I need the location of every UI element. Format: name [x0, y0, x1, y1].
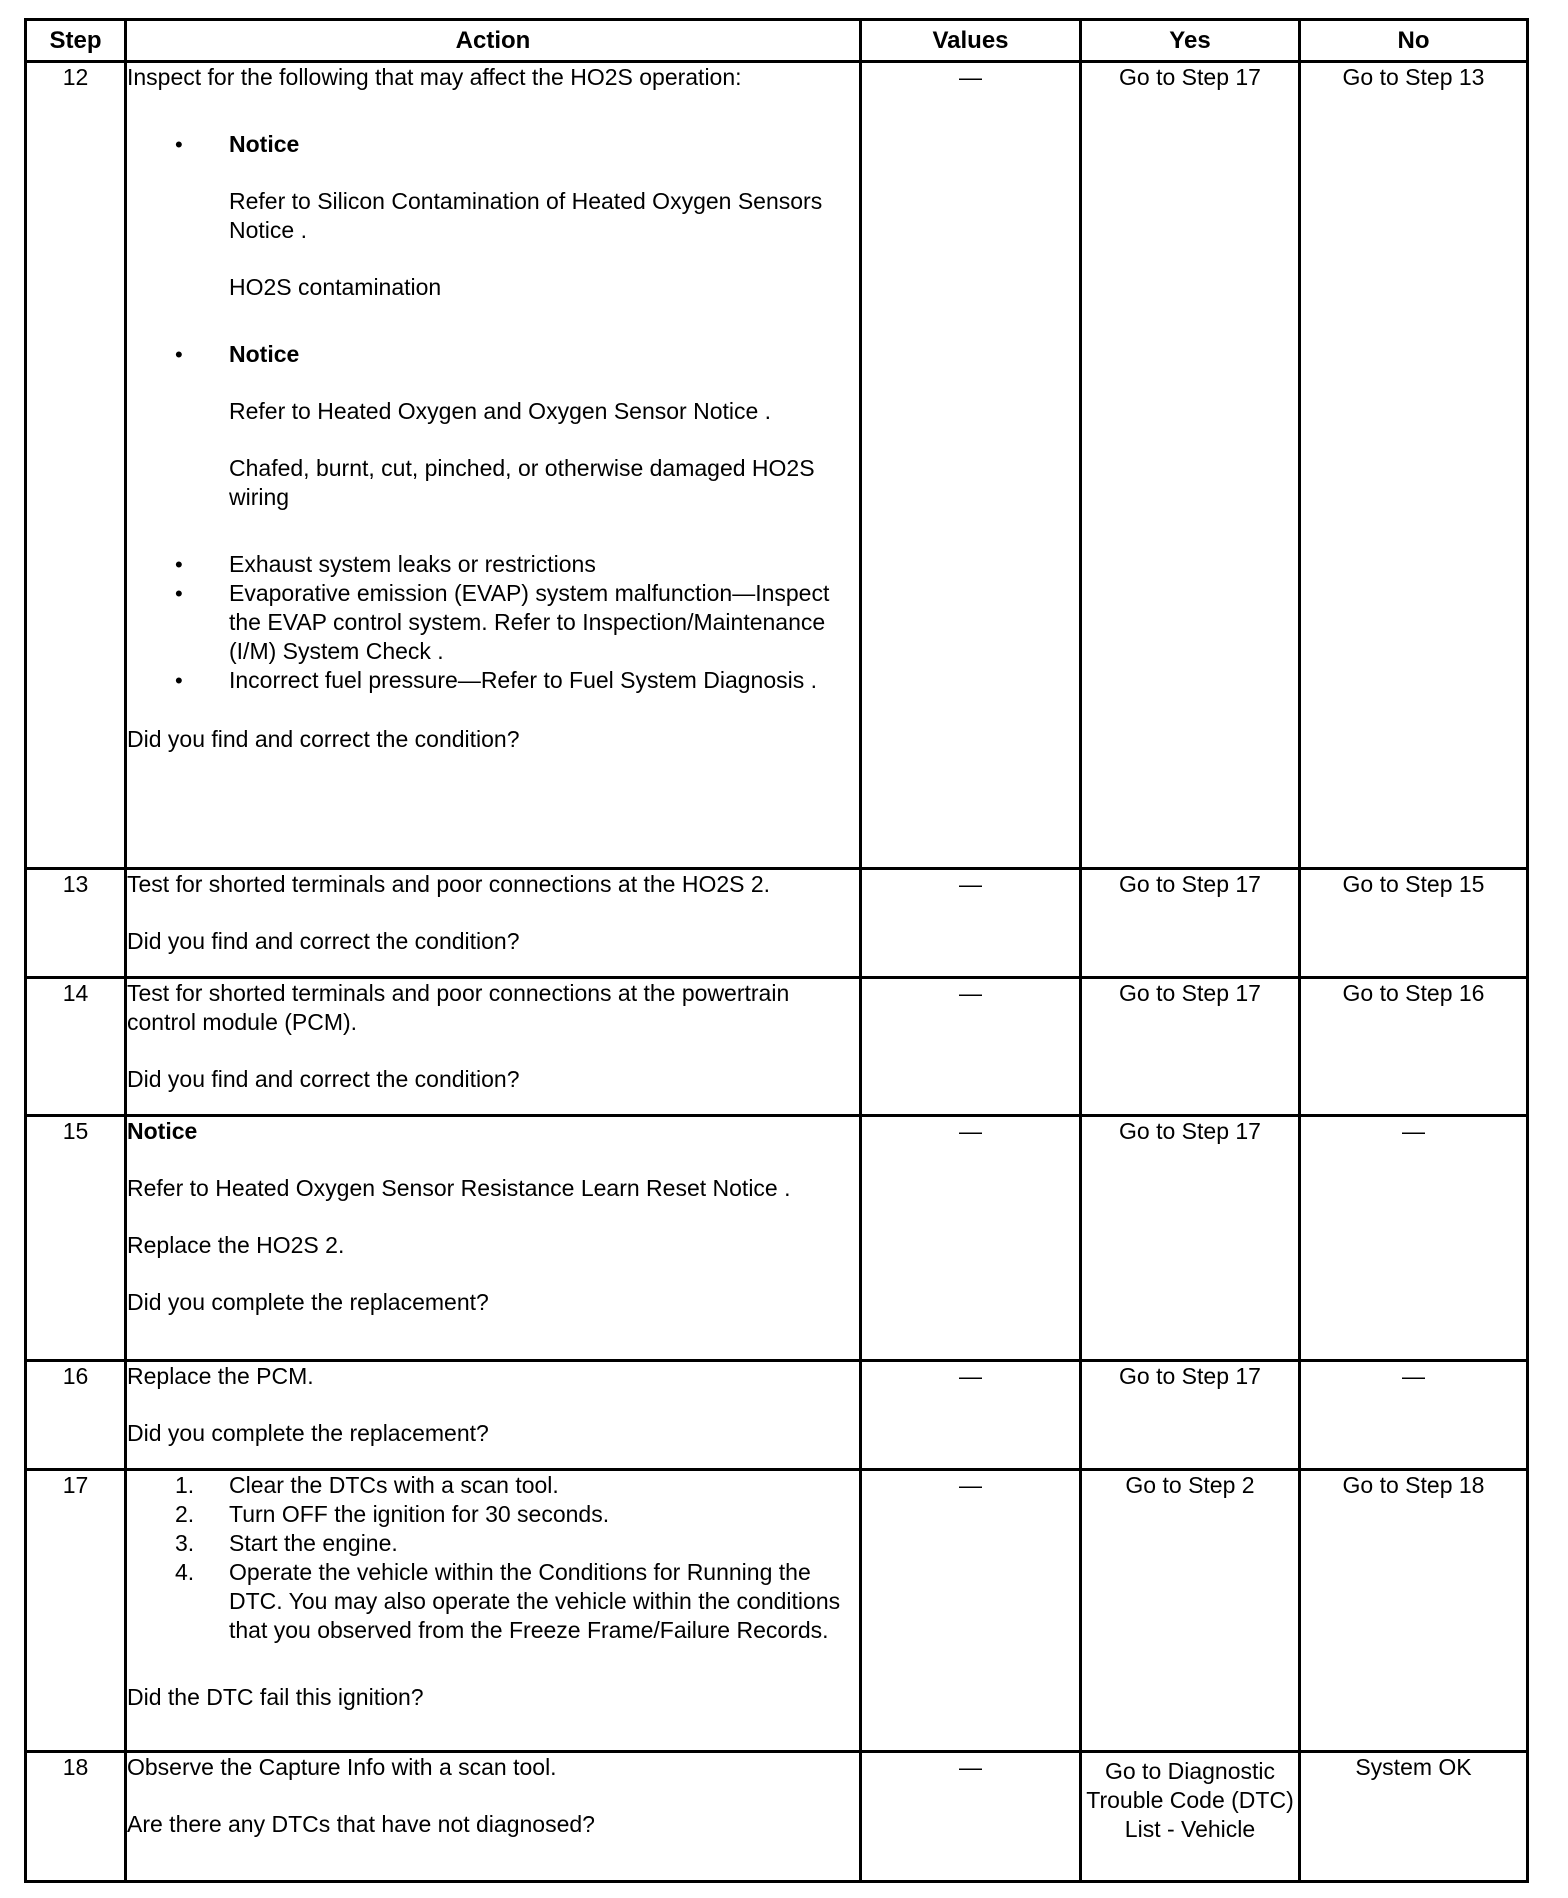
header-row [26, 20, 1528, 62]
header-action: Action [126, 20, 861, 62]
action-intro: Inspect for the following that may affect the HO2S operation: [127, 64, 742, 90]
table-row-step-14 [26, 978, 1528, 1116]
step-number: 18 [26, 1752, 126, 1882]
diagnostic-table [24, 18, 1529, 1883]
header-no: No [1300, 20, 1528, 62]
list-item [127, 1558, 859, 1645]
table-row-step-17 [26, 1470, 1528, 1752]
action-question: Did you find and correct the condition? [127, 726, 520, 752]
action-text: Replace the HO2S 2. [127, 1232, 345, 1258]
action-cell [126, 869, 861, 978]
header-yes: Yes [1081, 20, 1300, 62]
action-cell [126, 1361, 861, 1470]
notice-list-2 [127, 340, 859, 369]
notice-text: Refer to Heated Oxygen Sensor Resistance Learn Reset Notice . [127, 1175, 791, 1201]
list-item [127, 1529, 859, 1558]
step-number: 16 [26, 1361, 126, 1470]
no-cell: Go to Step 16 [1300, 978, 1528, 1116]
values-cell: — [861, 869, 1081, 978]
bullet-mark: • [175, 668, 183, 693]
list-number: 3. [175, 1530, 195, 1556]
list-item [127, 340, 859, 369]
values-cell: — [861, 1116, 1081, 1361]
list-item [127, 1471, 859, 1500]
notice-text: Refer to Silicon Contamination of Heated Oxygen Sensors Notice . [229, 188, 823, 243]
no-cell: System OK [1300, 1752, 1528, 1882]
table-row-step-15 [26, 1116, 1528, 1361]
values-cell: — [861, 978, 1081, 1116]
yes-cell: Go to Step 17 [1081, 1361, 1300, 1470]
yes-cell: Go to Step 17 [1081, 1116, 1300, 1361]
notice-item: Chafed, burnt, cut, pinched, or otherwise damaged HO2S wiring [229, 455, 815, 510]
notice-title: Notice [127, 1118, 198, 1144]
yes-cell: Go to Step 17 [1081, 978, 1300, 1116]
action-question: Did the DTC fail this ignition? [127, 1684, 424, 1710]
action-text: Test for shorted terminals and poor connections at the powertrain control module (PCM). [127, 980, 790, 1035]
action-text: Replace the PCM. [127, 1363, 314, 1389]
notice-title: Notice [229, 341, 300, 367]
list-item-text: Evaporative emission (EVAP) system malfunction—Inspect the EVAP control system. Refer to Inspection/Maintenance (I/M) System Check . [229, 580, 830, 664]
list-item-text: Exhaust system leaks or restrictions [229, 551, 596, 577]
no-cell: — [1300, 1116, 1528, 1361]
list-item [127, 1500, 859, 1529]
list-item [127, 666, 859, 695]
action-cell [126, 978, 861, 1116]
step-number: 15 [26, 1116, 126, 1361]
action-question: Did you find and correct the condition? [127, 928, 520, 954]
action-question: Did you find and correct the condition? [127, 1066, 520, 1092]
list-item-text: Turn OFF the ignition for 30 seconds. [229, 1501, 610, 1527]
step-number: 17 [26, 1470, 126, 1752]
values-cell: — [861, 1361, 1081, 1470]
bullet-mark: • [175, 552, 183, 577]
table-row-step-13 [26, 869, 1528, 978]
list-item-text: Clear the DTCs with a scan tool. [229, 1472, 559, 1498]
action-question: Did you complete the replacement? [127, 1289, 489, 1315]
step-number: 12 [26, 62, 126, 869]
action-cell [126, 1752, 861, 1882]
no-cell: Go to Step 18 [1300, 1470, 1528, 1752]
header-values: Values [861, 20, 1081, 62]
list-number: 1. [175, 1472, 195, 1498]
values-cell: — [861, 1470, 1081, 1752]
notice-title: Notice [229, 131, 300, 157]
no-cell: Go to Step 13 [1300, 62, 1528, 869]
yes-cell: Go to Step 2 [1081, 1470, 1300, 1752]
values-cell: — [861, 62, 1081, 869]
bullet-mark: • [175, 342, 183, 367]
table-row-step-16 [26, 1361, 1528, 1470]
list-number: 2. [175, 1501, 195, 1527]
values-cell: — [861, 1752, 1081, 1882]
list-item-text: Start the engine. [229, 1530, 398, 1556]
step-number: 13 [26, 869, 126, 978]
action-cell [126, 62, 861, 869]
action-question: Are there any DTCs that have not diagnosed? [127, 1811, 595, 1837]
table-row-step-12 [26, 62, 1528, 869]
bullet-mark: • [175, 132, 183, 157]
list-item-text: Incorrect fuel pressure—Refer to Fuel System Diagnosis . [229, 667, 818, 693]
procedure-list [127, 1471, 859, 1645]
list-item [127, 550, 859, 579]
yes-cell: Go to Step 17 [1081, 869, 1300, 978]
action-cell [126, 1470, 861, 1752]
list-item [127, 130, 859, 159]
action-question: Did you complete the replacement? [127, 1420, 489, 1446]
notice-text: Refer to Heated Oxygen and Oxygen Sensor Notice . [229, 398, 772, 424]
yes-cell[interactable]: Go to Diagnostic Trouble Code (DTC) List - Vehicle [1081, 1752, 1300, 1882]
notice-item: HO2S contamination [229, 274, 442, 300]
notice-list [127, 130, 859, 159]
list-item-text: Operate the vehicle within the Conditions for Running the DTC. You may also operate the vehicle within the conditions that you observed from the Freeze Frame/Failure Records. [229, 1559, 841, 1643]
action-text: Observe the Capture Info with a scan tool. [127, 1754, 557, 1780]
no-cell: — [1300, 1361, 1528, 1470]
no-cell: Go to Step 15 [1300, 869, 1528, 978]
yes-cell: Go to Step 17 [1081, 62, 1300, 869]
bullet-mark: • [175, 581, 183, 606]
header-step: Step [26, 20, 126, 62]
condition-list [127, 550, 859, 695]
action-text: Test for shorted terminals and poor connections at the HO2S 2. [127, 871, 771, 897]
list-item [127, 579, 859, 666]
table-row-step-18 [26, 1752, 1528, 1882]
action-cell [126, 1116, 861, 1361]
step-number: 14 [26, 978, 126, 1116]
list-number: 4. [175, 1559, 195, 1585]
